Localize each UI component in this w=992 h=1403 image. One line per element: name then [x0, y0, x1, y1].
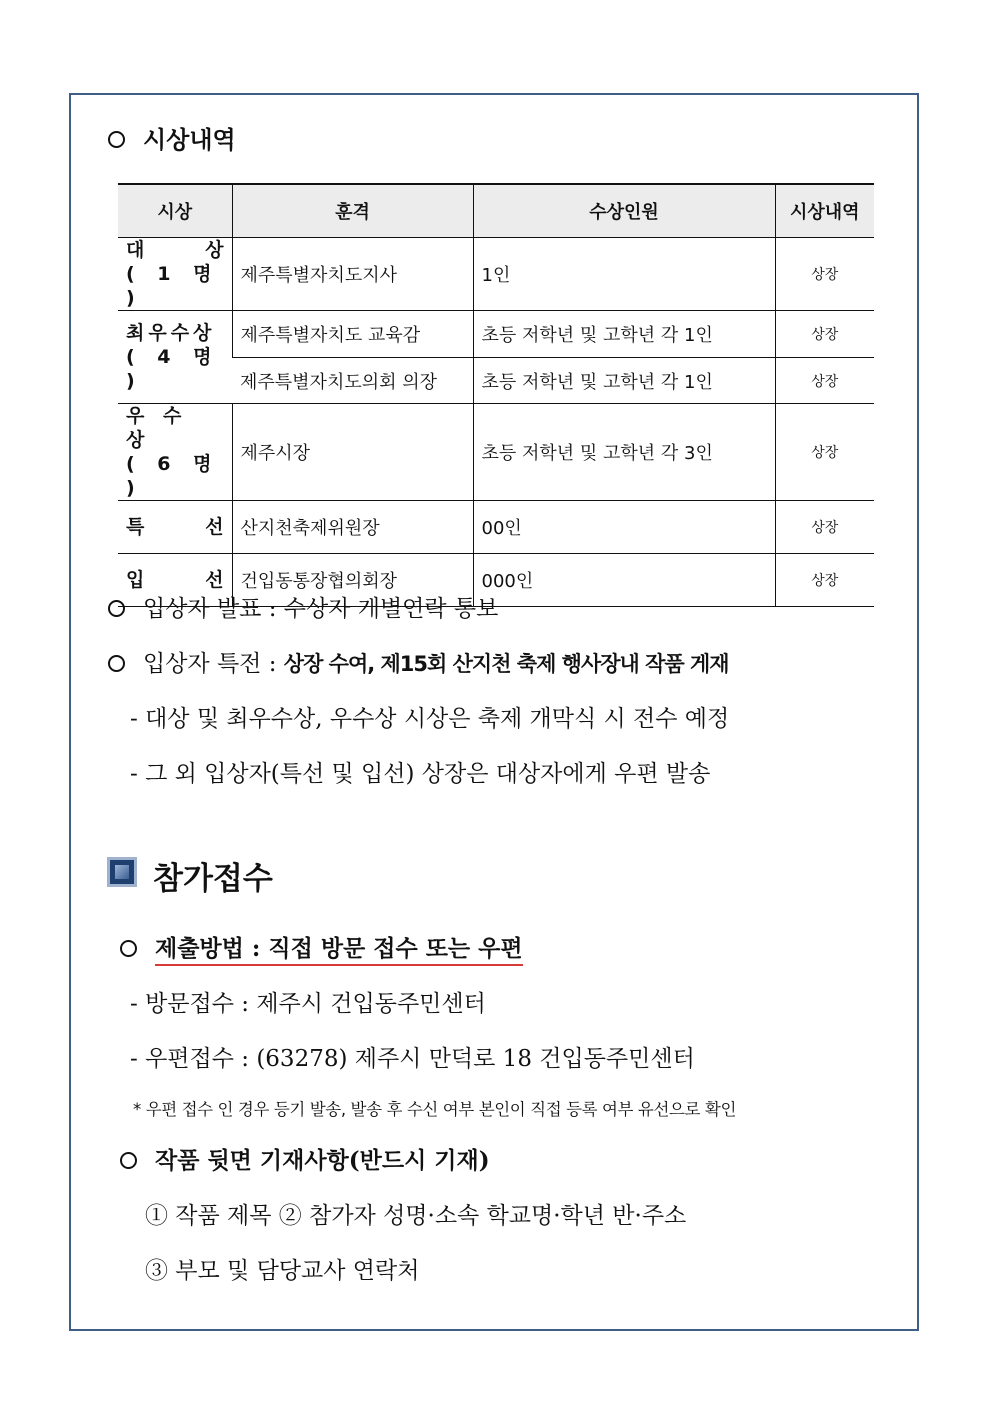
back-side-line: ① 작품 제목 ② 참가자 성명·소속 학교명·학년 반·주소 [145, 1203, 687, 1229]
mail-note: * 우편 접수 인 경우 등기 발송, 발송 후 수신 여부 본인이 직접 등록 여부 유선으로 확인 [133, 1100, 736, 1119]
announce-line [108, 590, 498, 623]
announce-text: 입상자 발표 : 수상자 개별연락 통보 [143, 596, 499, 622]
award-category [118, 404, 232, 501]
award-table [118, 183, 874, 607]
header-people: 수상인원 [473, 184, 775, 238]
award-title: 제주특별자치도 교육감 [232, 311, 473, 358]
category-char: 대 [126, 239, 145, 261]
award-people: 초등 저학년 및 고학년 각 1인 [473, 358, 775, 404]
award-count [126, 262, 224, 310]
award-detail: 상장 [775, 238, 874, 311]
header-title: 훈격 [232, 184, 473, 238]
back-side-line: ③ 부모 및 담당교사 연락처 [145, 1258, 420, 1284]
award-people: 1인 [473, 238, 775, 311]
category-text: 최우수상 [126, 322, 216, 344]
table-row [118, 358, 874, 404]
header-detail: 시상내역 [775, 184, 874, 238]
header-award: 시상 [118, 184, 232, 238]
award-title: 건입동통장협의회장 [232, 554, 473, 607]
mail-line: - 우편접수 : (63278) 제주시 만덕로 18 건입동주민센터 [130, 1046, 695, 1072]
award-people: 000인 [473, 554, 775, 607]
benefit-item: - 대상 및 최우수상, 우수상 시상은 축제 개막식 시 전수 예정 [130, 706, 730, 732]
circle-bullet-icon [120, 1152, 137, 1169]
award-section-title: 시상내역 [143, 126, 236, 154]
benefit-value: 상장 수여, 제15회 산지천 축제 행사장내 작품 게재 [283, 652, 729, 676]
award-category [118, 238, 232, 311]
category-char: 선 [205, 516, 224, 538]
table-row [118, 238, 874, 311]
award-detail: 상장 [775, 554, 874, 607]
award-count-text: ( 6 명 ) [126, 453, 220, 499]
award-count-text: ( 1 명 ) [126, 263, 220, 309]
table-header-row [118, 184, 874, 238]
reception-title: 참가접수 [153, 861, 273, 897]
award-detail: 상장 [775, 404, 874, 501]
award-count-text: ( 4 명 ) [126, 346, 220, 392]
table-row [118, 501, 874, 554]
benefit-line [108, 645, 729, 678]
award-title: 제주시장 [232, 404, 473, 501]
award-title: 산지천축제위원장 [232, 501, 473, 554]
award-detail: 상장 [775, 501, 874, 554]
award-detail: 상장 [775, 358, 874, 404]
award-title: 제주특별자치도지사 [232, 238, 473, 311]
award-people: 초등 저학년 및 고학년 각 3인 [473, 404, 775, 501]
back-side-heading [120, 1142, 490, 1175]
circle-bullet-icon [120, 940, 137, 957]
circle-bullet-icon [108, 131, 125, 148]
table-row [118, 404, 874, 501]
table-row [118, 311, 874, 358]
method-text: 제출방법 : 직접 방문 접수 또는 우편 [155, 935, 523, 966]
benefit-label: 입상자 특전 : [143, 651, 277, 677]
benefit-item: - 그 외 입상자(특선 및 입선) 상장은 대상자에게 우편 발송 [130, 761, 711, 787]
back-side-title: 작품 뒷면 기재사항(반드시 기재) [155, 1147, 490, 1174]
award-people: 초등 저학년 및 고학년 각 1인 [473, 311, 775, 358]
award-category [118, 501, 232, 554]
award-section-heading [108, 120, 236, 155]
award-detail: 상장 [775, 311, 874, 358]
award-title: 제주특별자치도의회 의장 [232, 358, 473, 404]
award-people: 00인 [473, 501, 775, 554]
category-char: 상 [205, 239, 224, 261]
category-char: 입 [126, 569, 145, 591]
circle-bullet-icon [108, 600, 125, 617]
method-line [120, 930, 523, 963]
category-char: 선 [205, 569, 224, 591]
category-text: 우 수 상 [126, 405, 188, 451]
category-char: 특 [126, 516, 145, 538]
visit-line: - 방문접수 : 제주시 건입동주민센터 [130, 991, 486, 1017]
award-category [118, 311, 232, 404]
circle-bullet-icon [108, 655, 125, 672]
section-square-icon [107, 857, 137, 887]
